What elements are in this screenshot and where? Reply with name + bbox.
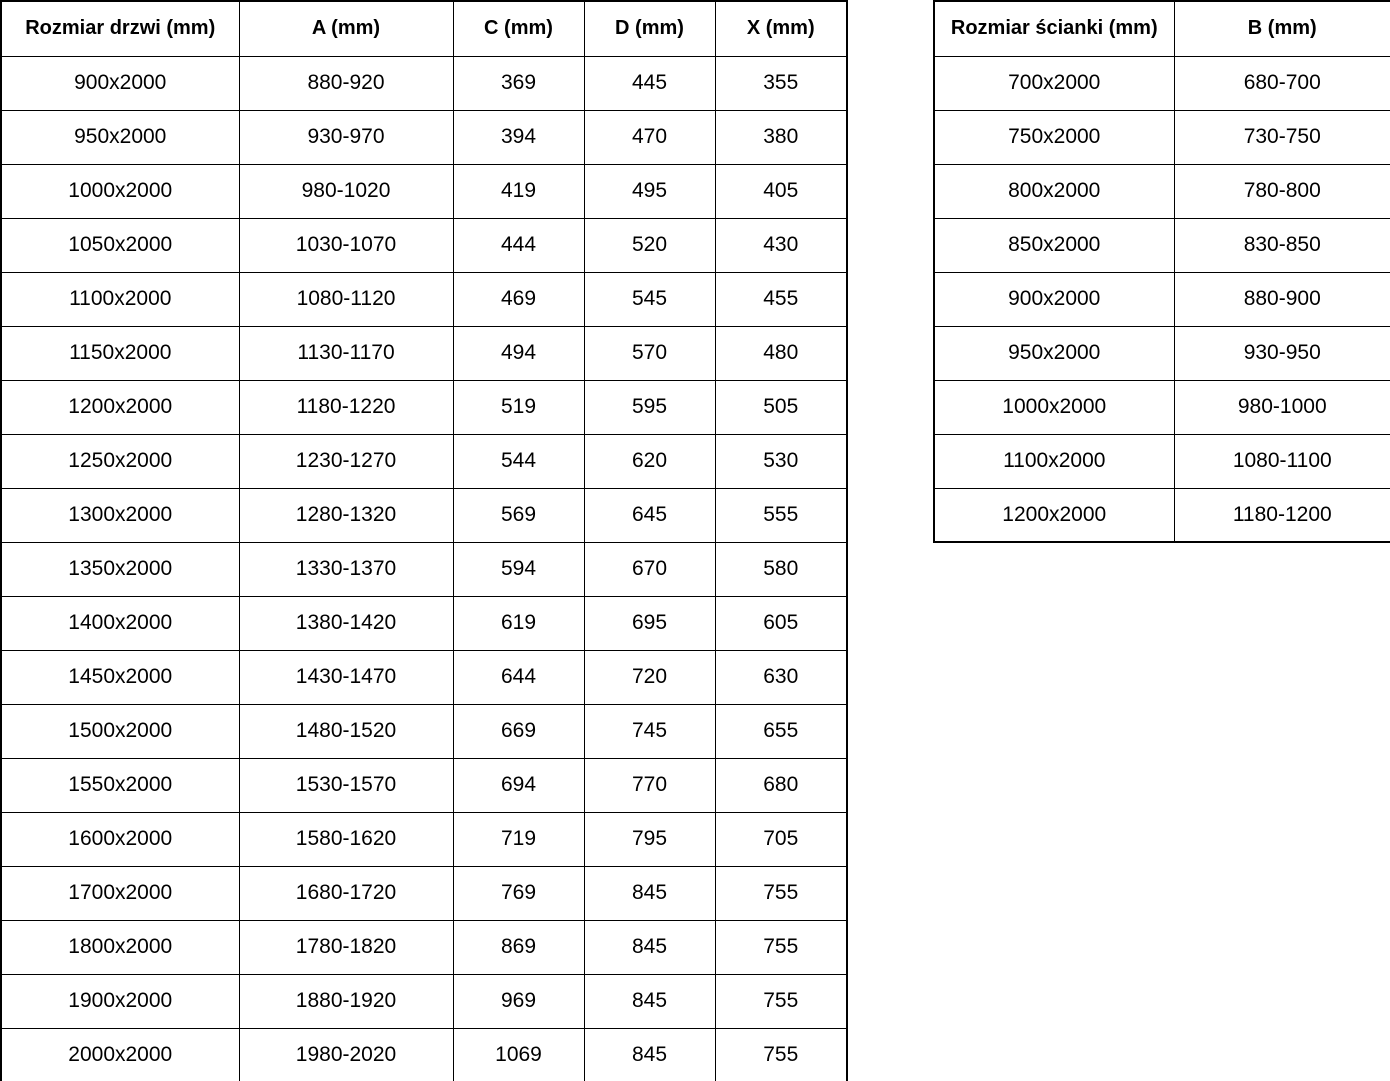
table-cell: 850x2000: [934, 218, 1174, 272]
table-row: [1, 488, 847, 542]
table-cell: 1700x2000: [1, 866, 239, 920]
table-row: [1, 326, 847, 380]
table-cell: 2000x2000: [1, 1028, 239, 1081]
table-cell: 669: [453, 704, 584, 758]
table-cell: 1450x2000: [1, 650, 239, 704]
table-cell: 580: [715, 542, 847, 596]
table-row: [934, 326, 1390, 380]
header-row: [1, 1, 847, 56]
table-cell: 1200x2000: [934, 488, 1174, 542]
table-cell: 530: [715, 434, 847, 488]
table-cell: 520: [584, 218, 715, 272]
table-cell: 419: [453, 164, 584, 218]
table-cell: 1230-1270: [239, 434, 453, 488]
table-cell: 695: [584, 596, 715, 650]
table-row: [1, 110, 847, 164]
table-cell: 380: [715, 110, 847, 164]
table-cell: 1780-1820: [239, 920, 453, 974]
table-cell: 480: [715, 326, 847, 380]
table-cell: 1180-1220: [239, 380, 453, 434]
table-cell: 719: [453, 812, 584, 866]
table-cell: 830-850: [1174, 218, 1390, 272]
table-row: [934, 218, 1390, 272]
table-cell: 405: [715, 164, 847, 218]
table-cell: 1000x2000: [1, 164, 239, 218]
table-row: [1, 596, 847, 650]
table-cell: 845: [584, 920, 715, 974]
table-cell: 1430-1470: [239, 650, 453, 704]
table-cell: 880-920: [239, 56, 453, 110]
table-cell: 1800x2000: [1, 920, 239, 974]
table-cell: 755: [715, 920, 847, 974]
table-cell: 505: [715, 380, 847, 434]
table-row: [934, 488, 1390, 542]
table-cell: 544: [453, 434, 584, 488]
table-cell: 1030-1070: [239, 218, 453, 272]
table-cell: 644: [453, 650, 584, 704]
table-cell: 980-1000: [1174, 380, 1390, 434]
table-row: [1, 56, 847, 110]
table-row: [1, 650, 847, 704]
table-cell: 1330-1370: [239, 542, 453, 596]
table-cell: 1080-1100: [1174, 434, 1390, 488]
table-row: [1, 542, 847, 596]
table-cell: 470: [584, 110, 715, 164]
table-row: [934, 434, 1390, 488]
table-cell: 755: [715, 1028, 847, 1081]
table-cell: 1980-2020: [239, 1028, 453, 1081]
table-cell: 670: [584, 542, 715, 596]
table-cell: 680-700: [1174, 56, 1390, 110]
table-cell: 570: [584, 326, 715, 380]
table-row: [1, 812, 847, 866]
table-row: [1, 974, 847, 1028]
table-cell: 1380-1420: [239, 596, 453, 650]
table-cell: 1180-1200: [1174, 488, 1390, 542]
header-row: [934, 1, 1390, 56]
table-cell: 1050x2000: [1, 218, 239, 272]
table-row: [934, 56, 1390, 110]
table-cell: 780-800: [1174, 164, 1390, 218]
table-cell: 800x2000: [934, 164, 1174, 218]
table-cell: 444: [453, 218, 584, 272]
table-row: [1, 164, 847, 218]
table-cell: 1880-1920: [239, 974, 453, 1028]
table-cell: 1500x2000: [1, 704, 239, 758]
table-cell: 519: [453, 380, 584, 434]
table-cell: 880-900: [1174, 272, 1390, 326]
table-cell: 930-970: [239, 110, 453, 164]
table-cell: 694: [453, 758, 584, 812]
table-row: [934, 110, 1390, 164]
column-header: X (mm): [715, 1, 847, 56]
column-header: C (mm): [453, 1, 584, 56]
table-cell: 705: [715, 812, 847, 866]
table-cell: 900x2000: [1, 56, 239, 110]
table-cell: 495: [584, 164, 715, 218]
table-row: [1, 218, 847, 272]
table-cell: 900x2000: [934, 272, 1174, 326]
table-cell: 745: [584, 704, 715, 758]
table-cell: 1250x2000: [1, 434, 239, 488]
table-cell: 430: [715, 218, 847, 272]
table-row: [1, 920, 847, 974]
table-cell: 555: [715, 488, 847, 542]
table-cell: 755: [715, 866, 847, 920]
table-cell: 605: [715, 596, 847, 650]
table-row: [1, 380, 847, 434]
table-cell: 1530-1570: [239, 758, 453, 812]
table-row: [1, 866, 847, 920]
table-cell: 1400x2000: [1, 596, 239, 650]
column-header: Rozmiar ścianki (mm): [934, 1, 1174, 56]
table-row: [934, 272, 1390, 326]
table-cell: 469: [453, 272, 584, 326]
table-cell: 394: [453, 110, 584, 164]
table-cell: 355: [715, 56, 847, 110]
table-cell: 969: [453, 974, 584, 1028]
table-cell: 619: [453, 596, 584, 650]
table-cell: 594: [453, 542, 584, 596]
table-cell: 1130-1170: [239, 326, 453, 380]
table-cell: 795: [584, 812, 715, 866]
table-cell: 1280-1320: [239, 488, 453, 542]
table-row: [934, 164, 1390, 218]
table-cell: 845: [584, 974, 715, 1028]
table-cell: 1900x2000: [1, 974, 239, 1028]
table-cell: 595: [584, 380, 715, 434]
table-cell: 1350x2000: [1, 542, 239, 596]
table-row: [1, 434, 847, 488]
table-row: [1, 1028, 847, 1081]
table-row: [1, 272, 847, 326]
table-row: [1, 758, 847, 812]
table-cell: 680: [715, 758, 847, 812]
table-cell: 769: [453, 866, 584, 920]
table-cell: 980-1020: [239, 164, 453, 218]
table-cell: 620: [584, 434, 715, 488]
table-cell: 750x2000: [934, 110, 1174, 164]
table-cell: 930-950: [1174, 326, 1390, 380]
table-cell: 645: [584, 488, 715, 542]
table-cell: 1550x2000: [1, 758, 239, 812]
table-cell: 1000x2000: [934, 380, 1174, 434]
table-cell: 1069: [453, 1028, 584, 1081]
table-cell: 1080-1120: [239, 272, 453, 326]
table-cell: 1100x2000: [934, 434, 1174, 488]
table-cell: 720: [584, 650, 715, 704]
table-row: [1, 704, 847, 758]
table-cell: 1200x2000: [1, 380, 239, 434]
table-cell: 455: [715, 272, 847, 326]
table-cell: 1680-1720: [239, 866, 453, 920]
table-cell: 770: [584, 758, 715, 812]
table-cell: 950x2000: [934, 326, 1174, 380]
table-cell: 1580-1620: [239, 812, 453, 866]
table-cell: 1600x2000: [1, 812, 239, 866]
table-cell: 845: [584, 866, 715, 920]
column-header: B (mm): [1174, 1, 1390, 56]
column-header: Rozmiar drzwi (mm): [1, 1, 239, 56]
table-cell: 369: [453, 56, 584, 110]
table-cell: 869: [453, 920, 584, 974]
table-cell: 700x2000: [934, 56, 1174, 110]
wall-sizes-table: [933, 0, 1390, 543]
table-cell: 1480-1520: [239, 704, 453, 758]
table-row: [934, 380, 1390, 434]
table-cell: 1100x2000: [1, 272, 239, 326]
table-cell: 494: [453, 326, 584, 380]
table-cell: 730-750: [1174, 110, 1390, 164]
table-cell: 950x2000: [1, 110, 239, 164]
table-cell: 1300x2000: [1, 488, 239, 542]
table-cell: 1150x2000: [1, 326, 239, 380]
table-cell: 569: [453, 488, 584, 542]
column-header: D (mm): [584, 1, 715, 56]
column-header: A (mm): [239, 1, 453, 56]
table-cell: 545: [584, 272, 715, 326]
table-cell: 630: [715, 650, 847, 704]
table-cell: 845: [584, 1028, 715, 1081]
table-cell: 755: [715, 974, 847, 1028]
table-cell: 445: [584, 56, 715, 110]
table-cell: 655: [715, 704, 847, 758]
